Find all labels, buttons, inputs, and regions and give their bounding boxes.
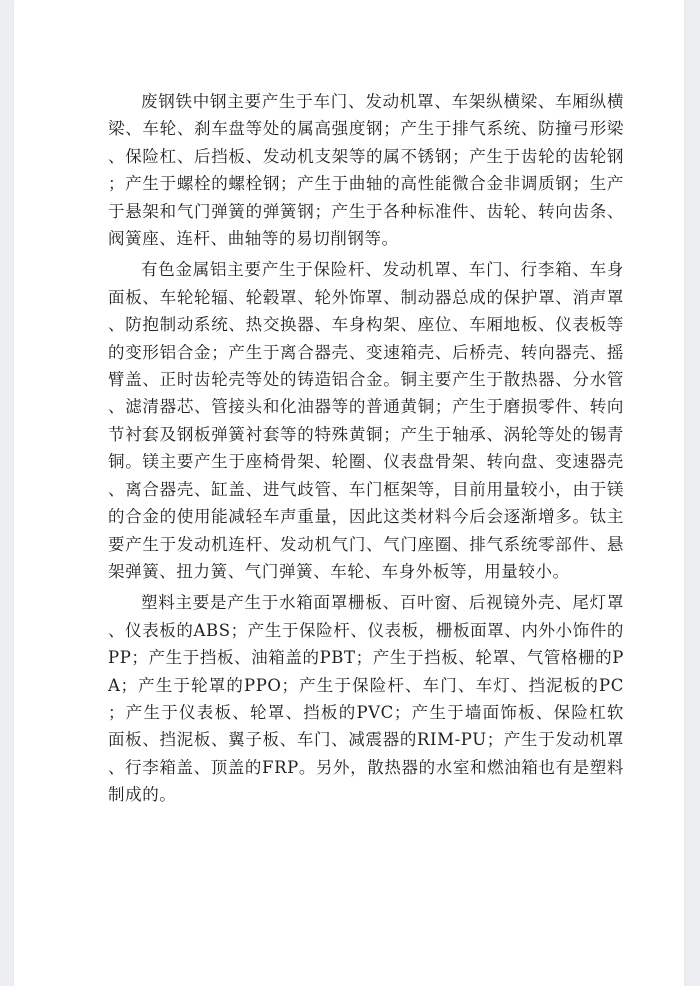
paragraph-steel: 废钢铁中钢主要产生于车门、发动机罩、车架纵横梁、车厢纵横梁、车轮、刹车盘等处的属高强度钢；产生于排气系统、防撞弓形梁、保险杠、后挡板、发动机支架等的属不锈钢；产生于齿轮的齿轮钢；产生于螺栓的螺栓钢；产生于曲轴的高性能微合金非调质钢；生产于悬架和气门弹簧的弹簧钢；产生于各种标准件、齿轮、转向齿条、阀簧座、连杆、曲轴等的易切削钢等。 bbox=[108, 92, 624, 249]
paragraph-plastics: 塑料主要是产生于水箱面罩栅板、百叶窗、后视镜外壳、尾灯罩、仪表板的ABS；产生于保险杆、仪表板，栅板面罩、内外小饰件的PP；产生于挡板、油箱盖的PBT；产生于挡板、轮罩、气管格栅的PA；产生于轮罩的PPO；产生于保险杆、车门、车灯、挡泥板的PC；产生于仪表板、轮罩、挡板的PVC；产生于墙面饰板、保险杠软面板、挡泥板、翼子板、车门、减震器的RIM-PU；产生于发动机罩、行李箱盖、顶盖的FRP。另外，散热器的水室和燃油箱也有是塑料制成的。 bbox=[108, 593, 624, 805]
paragraph-nonferrous-metals: 有色金属铝主要产生于保险杆、发动机罩、车门、行李箱、车身面板、车轮轮辐、轮毂罩、轮外饰罩、制动器总成的保护罩、消声罩、防抱制动系统、热交换器、车身构架、座位、车厢地板、仪表板等的变形铝合金；产生于离合器壳、变速箱壳、后桥壳、转向器壳、摇臂盖、正时齿轮壳等处的铸造铝合金。铜主要产生于散热器、分水管、滤清器芯、管接头和化油器等的普通黄铜；产生于磨损零件、转向节衬套及钢板弹簧衬套等的特殊黄铜；产生于轴承、涡轮等处的锡青铜。镁主要产生于座椅骨架、轮圈、仪表盘骨架、转向盘、变速器壳、离合器壳、缸盖、进气歧管、车门框架等，目前用量较小，由于镁的合金的使用能减轻车声重量，因此这类材料今后会逐渐增多。钛主要产生于发动机连杆、发动机气门、气门座圈、排气系统零部件、悬架弹簧、扭力簧、气门弹簧、车轮、车身外板等，用量较小。 bbox=[108, 260, 624, 581]
document-page bbox=[14, 0, 684, 986]
document-body bbox=[108, 88, 624, 813]
